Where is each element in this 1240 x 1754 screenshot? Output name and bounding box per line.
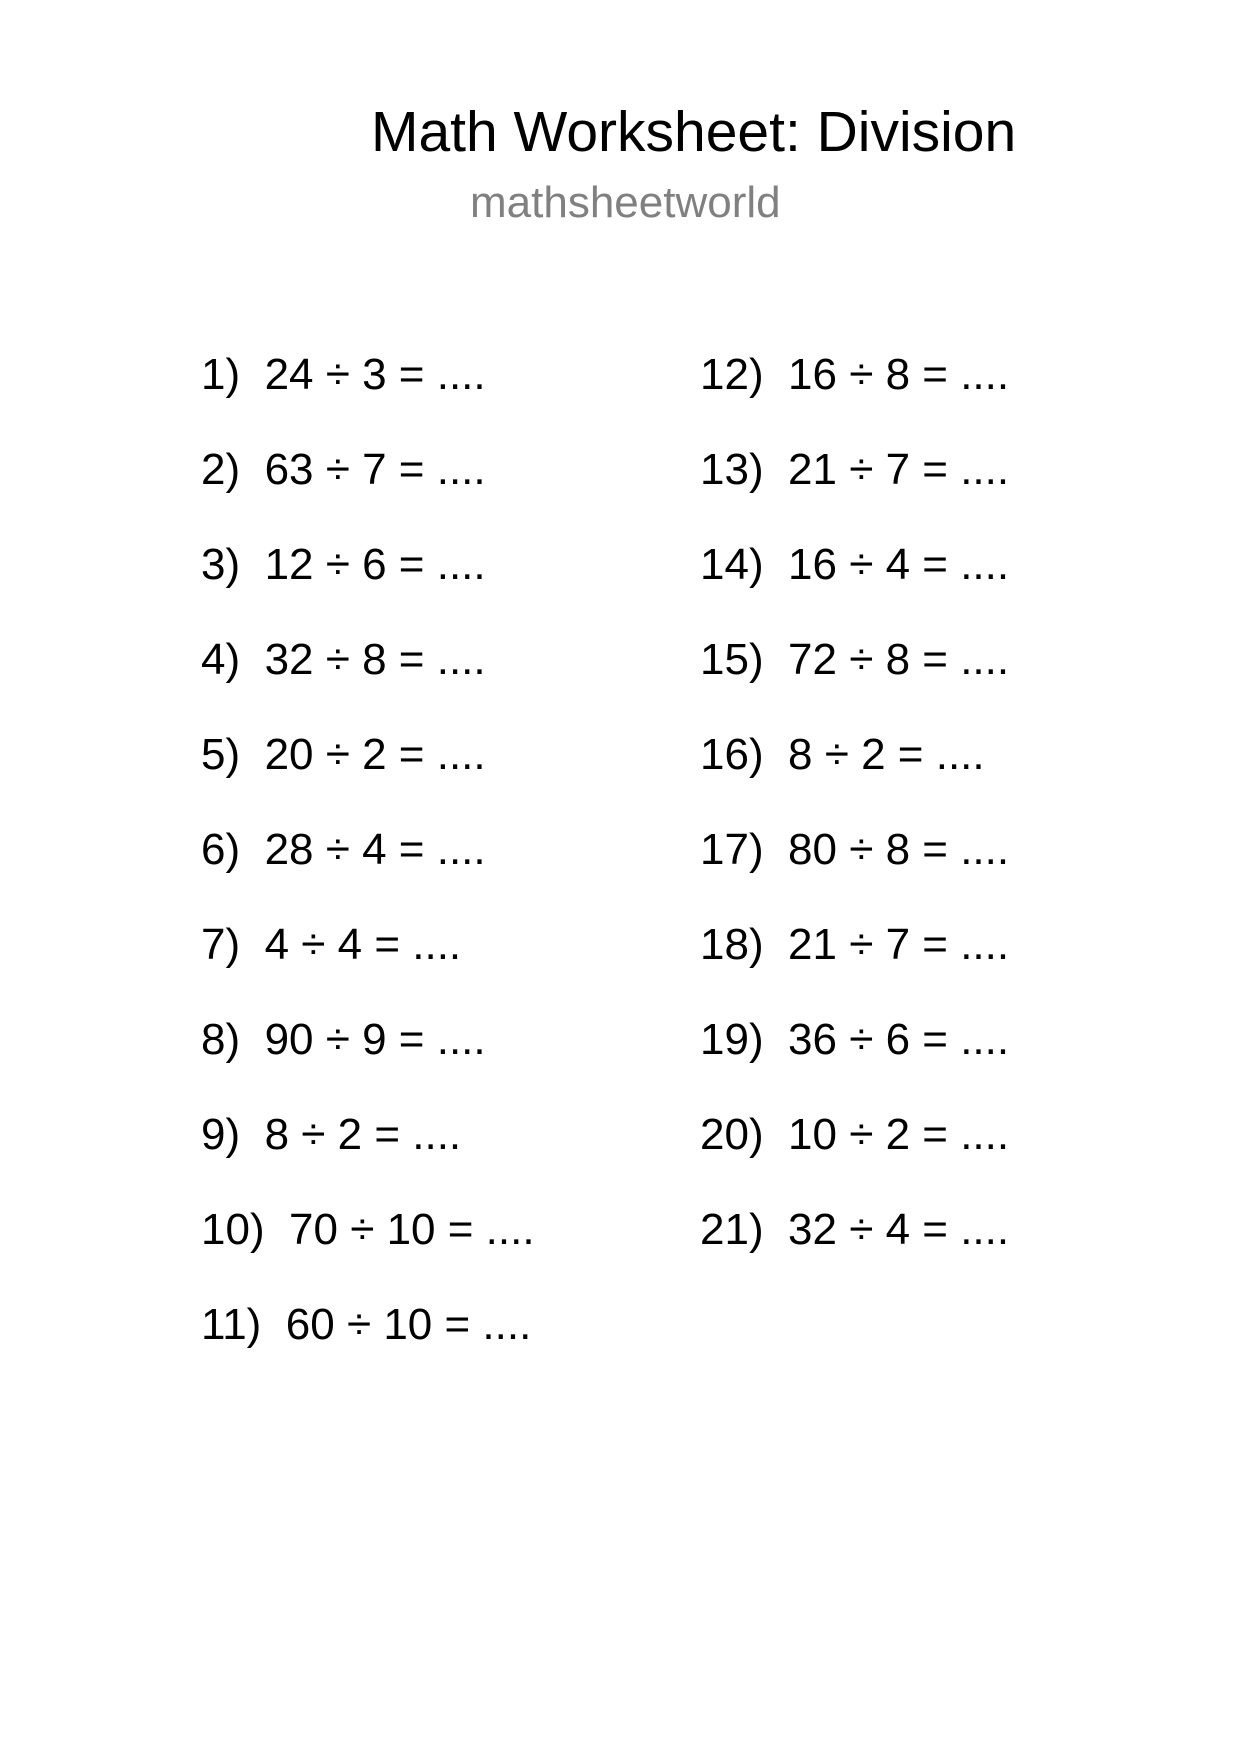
- problem-item: 2) 63 ÷ 7 = ....: [201, 445, 486, 494]
- problem-item: 20) 10 ÷ 2 = ....: [700, 1110, 1010, 1159]
- site-name: mathsheetworld: [470, 178, 781, 227]
- problem-item: 5) 20 ÷ 2 = ....: [201, 730, 486, 779]
- problem-item: 11) 60 ÷ 10 = ....: [201, 1300, 532, 1349]
- problem-item: 7) 4 ÷ 4 = ....: [201, 920, 462, 969]
- problem-item: 19) 36 ÷ 6 = ....: [700, 1015, 1010, 1064]
- problem-item: 4) 32 ÷ 8 = ....: [201, 635, 486, 684]
- problem-item: 16) 8 ÷ 2 = ....: [700, 730, 985, 779]
- page-title: Math Worksheet: Division: [371, 100, 1017, 164]
- problem-item: 17) 80 ÷ 8 = ....: [700, 825, 1010, 874]
- problem-item: 18) 21 ÷ 7 = ....: [700, 920, 1010, 969]
- problem-item: 21) 32 ÷ 4 = ....: [700, 1205, 1010, 1254]
- problem-item: 10) 70 ÷ 10 = ....: [201, 1205, 535, 1254]
- problem-item: 14) 16 ÷ 4 = ....: [700, 540, 1010, 589]
- problem-item: 13) 21 ÷ 7 = ....: [700, 445, 1010, 494]
- problem-item: 8) 90 ÷ 9 = ....: [201, 1015, 486, 1064]
- problem-item: 6) 28 ÷ 4 = ....: [201, 825, 486, 874]
- problem-column-right: [700, 350, 1010, 1303]
- problem-item: 3) 12 ÷ 6 = ....: [201, 540, 486, 589]
- problem-column-left: [201, 350, 535, 1398]
- problem-item: 12) 16 ÷ 8 = ....: [700, 350, 1010, 399]
- problem-item: 1) 24 ÷ 3 = ....: [201, 350, 486, 399]
- problem-item: 9) 8 ÷ 2 = ....: [201, 1110, 462, 1159]
- problem-item: 15) 72 ÷ 8 = ....: [700, 635, 1010, 684]
